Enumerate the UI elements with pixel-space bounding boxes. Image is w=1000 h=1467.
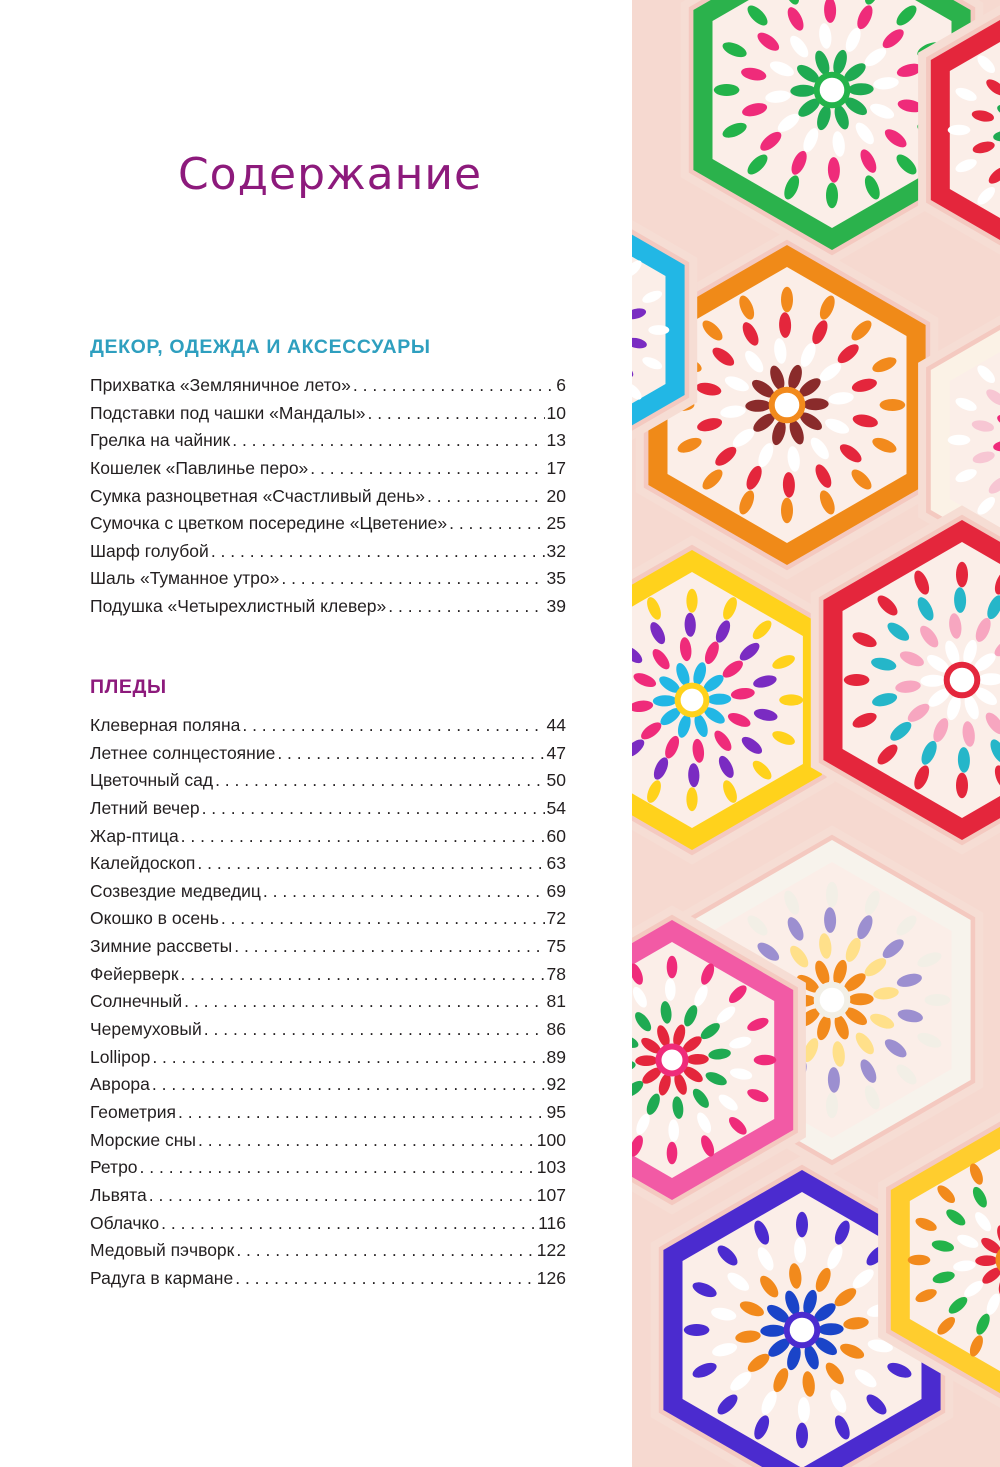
toc-entry-title: Летний вечер xyxy=(90,797,200,818)
toc-leader-dots xyxy=(263,881,545,902)
toc-entry-page: 78 xyxy=(546,963,566,984)
toc-entry[interactable] xyxy=(90,541,566,569)
toc-entry-page: 44 xyxy=(546,715,566,735)
toc-entry-title: Кошелек «Павлинье перо» xyxy=(90,457,309,478)
toc-entry-title: Ретро xyxy=(90,1157,138,1178)
toc-entry-title: Львята xyxy=(90,1184,147,1205)
toc-leader-dots xyxy=(367,403,544,424)
toc-leader-dots xyxy=(178,1102,545,1123)
toc-leader-dots xyxy=(449,513,544,534)
toc-entry[interactable] xyxy=(90,1019,566,1047)
toc-entry[interactable] xyxy=(90,715,566,743)
toc-entry-page: 116 xyxy=(538,1212,566,1233)
toc-leader-dots xyxy=(181,826,545,847)
toc-entry-page: 54 xyxy=(546,797,566,818)
toc-entry[interactable] xyxy=(90,430,566,458)
toc-leader-dots xyxy=(149,1185,535,1206)
crochet-blanket-photo xyxy=(632,0,1000,1467)
section-pledy xyxy=(90,676,566,1295)
toc-leader-dots xyxy=(427,486,545,507)
toc-entry[interactable] xyxy=(90,770,566,798)
toc-entry-title: Зимние рассветы xyxy=(90,936,233,957)
toc-entry[interactable] xyxy=(90,798,566,826)
toc-entry-title: Шарф голубой xyxy=(90,540,209,561)
toc-entry-title: Подставки под чашки «Мандалы» xyxy=(90,402,366,423)
toc-leader-dots xyxy=(198,1130,535,1151)
toc-entry-page: 60 xyxy=(546,825,566,846)
toc-entry[interactable] xyxy=(90,403,566,431)
toc-entry-page: 50 xyxy=(546,770,566,791)
toc-entry-page: 86 xyxy=(546,1019,566,1040)
toc-list-pledy xyxy=(90,715,566,1295)
toc-leader-dots xyxy=(353,375,554,396)
toc-entry-page: 17 xyxy=(546,457,566,478)
toc-entry[interactable] xyxy=(90,513,566,541)
toc-entry[interactable] xyxy=(90,881,566,909)
toc-entry-title: Жар-птица xyxy=(90,825,179,846)
page-title: Содержание xyxy=(177,149,483,201)
toc-entry-title: Солнечный xyxy=(90,991,183,1012)
toc-entry-title: Сумка разноцветная «Счастливый день» xyxy=(90,485,425,506)
toc-leader-dots xyxy=(235,1268,535,1289)
toc-entry[interactable] xyxy=(90,908,566,936)
toc-entry[interactable] xyxy=(90,936,566,964)
toc-entry-page: 122 xyxy=(536,1240,566,1261)
toc-entry-page: 13 xyxy=(546,430,566,451)
section-heading-pledy: ПЛЕДЫ xyxy=(90,676,167,698)
toc-entry-title: Цветочный сад xyxy=(90,770,214,791)
toc-leader-dots xyxy=(152,1047,544,1068)
toc-leader-dots xyxy=(184,991,544,1012)
toc-leader-dots xyxy=(211,541,545,562)
toc-entry[interactable] xyxy=(90,1240,566,1268)
toc-leader-dots xyxy=(221,908,545,929)
toc-list-decor xyxy=(90,375,566,624)
toc-entry[interactable] xyxy=(90,853,566,881)
toc-entry-title: Подушка «Четырехлистный клевер» xyxy=(90,596,387,617)
toc-entry-page: 47 xyxy=(546,742,566,763)
toc-entry-title: Окошко в осень xyxy=(90,908,219,929)
toc-entry-page: 35 xyxy=(546,568,566,589)
toc-entry[interactable] xyxy=(90,596,566,624)
toc-entry-page: 92 xyxy=(546,1074,566,1095)
toc-entry[interactable] xyxy=(90,1157,566,1185)
toc-entry-page: 100 xyxy=(536,1129,566,1150)
toc-leader-dots xyxy=(310,458,544,479)
toc-entry-title: Геометрия xyxy=(90,1101,176,1122)
toc-entry-page: 126 xyxy=(536,1267,566,1288)
toc-entry-page: 95 xyxy=(546,1101,566,1122)
toc-entry-title: Морские сны xyxy=(90,1129,197,1150)
toc-entry-page: 75 xyxy=(546,936,566,957)
toc-entry[interactable] xyxy=(90,991,566,1019)
toc-entry-page: 39 xyxy=(546,596,566,617)
toc-entry[interactable] xyxy=(90,568,566,596)
toc-entry-page: 32 xyxy=(546,540,566,561)
toc-entry[interactable] xyxy=(90,1102,566,1130)
toc-leader-dots xyxy=(236,1240,534,1261)
toc-entry[interactable] xyxy=(90,1268,566,1296)
toc-entry-title: Черемуховый xyxy=(90,1019,202,1040)
toc-entry-title: Сумочка с цветком посередине «Цветение» xyxy=(90,513,448,534)
toc-leader-dots xyxy=(197,853,544,874)
toc-entry-title: Клеверная поляна xyxy=(90,715,241,735)
toc-entry-title: Летнее солнцестояние xyxy=(90,742,276,763)
toc-entry-title: Созвездие медведиц xyxy=(90,880,261,901)
toc-entry-title: Прихватка «Земляничное лето» xyxy=(90,375,351,395)
toc-entry-title: Lollipop xyxy=(90,1046,151,1067)
toc-entry[interactable] xyxy=(90,1074,566,1102)
toc-leader-dots xyxy=(215,770,544,791)
toc-entry[interactable] xyxy=(90,375,566,403)
toc-entry-page: 63 xyxy=(546,853,566,874)
section-decor xyxy=(90,336,566,624)
toc-entry[interactable] xyxy=(90,1130,566,1158)
toc-entry-page: 107 xyxy=(536,1184,566,1205)
toc-entry-title: Аврора xyxy=(90,1074,150,1095)
toc-entry-page: 72 xyxy=(546,908,566,929)
toc-entry[interactable] xyxy=(90,743,566,771)
toc-entry[interactable] xyxy=(90,458,566,486)
toc-leader-dots xyxy=(281,568,544,589)
toc-leader-dots xyxy=(277,743,544,764)
toc-entry[interactable] xyxy=(90,486,566,514)
toc-entry-page: 10 xyxy=(546,402,566,423)
toc-entry-title: Фейерверк xyxy=(90,963,179,984)
toc-entry-title: Медовый пэчворк xyxy=(90,1240,235,1261)
toc-entry-page: 89 xyxy=(546,1046,566,1067)
toc-entry[interactable] xyxy=(90,1185,566,1213)
toc-leader-dots xyxy=(388,596,544,617)
section-heading-decor: ДЕКОР, ОДЕЖДА И АКСЕССУАРЫ xyxy=(90,336,431,358)
toc-entry-page: 69 xyxy=(546,880,566,901)
toc-entry-title: Калейдоскоп xyxy=(90,853,196,874)
toc-leader-dots xyxy=(234,936,544,957)
toc-entry[interactable] xyxy=(90,826,566,854)
toc-leader-dots xyxy=(242,715,544,736)
toc-entry-title: Облачко xyxy=(90,1212,160,1233)
toc-entry-page: 20 xyxy=(546,485,566,506)
toc-leader-dots xyxy=(161,1213,536,1234)
toc-entry-page: 81 xyxy=(546,991,566,1012)
toc-entry[interactable] xyxy=(90,1047,566,1075)
toc-leader-dots xyxy=(202,798,545,819)
toc-leader-dots xyxy=(204,1019,545,1040)
toc-leader-dots xyxy=(140,1157,535,1178)
toc-entry-page: 25 xyxy=(546,513,566,534)
toc-entry-page: 103 xyxy=(536,1157,566,1178)
toc-entry-title: Грелка на чайник xyxy=(90,430,231,451)
toc-entry-page: 6 xyxy=(556,375,566,395)
toc-entry-title: Шаль «Туманное утро» xyxy=(90,568,280,589)
toc-entry-title: Радуга в кармане xyxy=(90,1267,234,1288)
toc-leader-dots xyxy=(152,1074,545,1095)
toc-entry[interactable] xyxy=(90,1213,566,1241)
toc-leader-dots xyxy=(181,964,545,985)
toc-entry[interactable] xyxy=(90,964,566,992)
toc-leader-dots xyxy=(232,430,544,451)
